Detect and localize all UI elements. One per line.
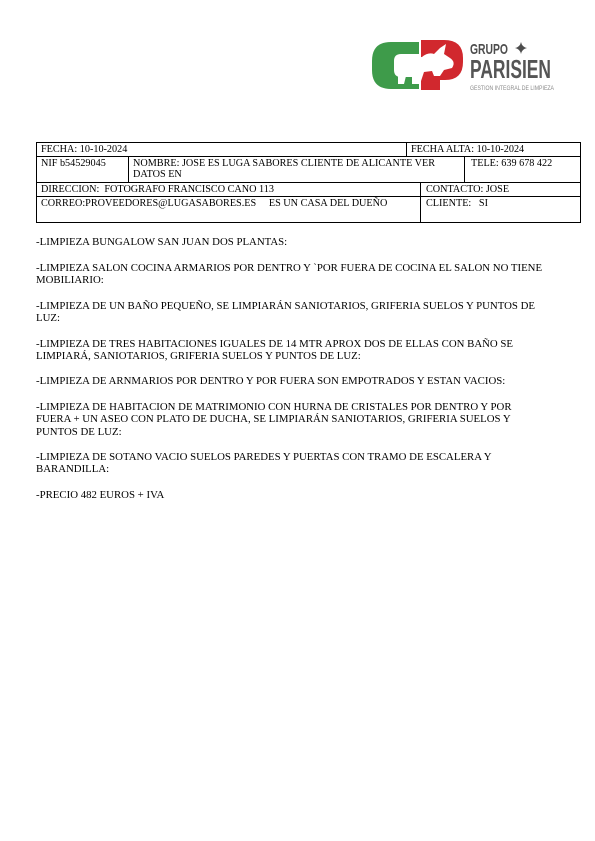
fecha-alta-cell: FECHA ALTA: 10-10-2024 [406,143,580,156]
list-item [36,401,542,438]
item-line: -LIMPIEZA DE SOTANO VACIO SUELOS PAREDES Y PUERTAS CON TRAMO DE ESCALERA Y [36,451,492,464]
contacto-cell: CONTACTO: JOSE [420,183,580,196]
fecha-cell: FECHA: 10-10-2024 [41,144,128,155]
item-line: LUZ: [36,311,60,324]
telefono-cell: TELE: 639 678 422 [464,157,580,182]
item-line: PUNTOS DE LUZ: [36,425,122,438]
client-info-table [36,142,581,223]
item-line: -LIMPIEZA SALON COCINA ARMARIOS POR DENTRO Y `POR FUERA DE COCINA EL SALON NO TIENE [36,261,543,274]
table-row [37,182,580,196]
list-item [36,375,542,387]
table-row [37,156,580,182]
list-item [36,262,542,286]
nif-cell: NIF b54529045 [41,158,106,169]
list-item [36,338,542,362]
item-line: -LIMPIEZA DE HABITACION DE MATRIMONIO CON HURNA DE CRISTALES POR DENTRO Y POR [36,401,512,414]
table-row [37,143,580,156]
company-logo [0,0,595,100]
item-line: -LIMPIEZA DE ARNMARIOS POR DENTRO Y POR FUERA SON EMPOTRADOS Y ESTAN VACIOS: [36,375,506,388]
nombre-cell: NOMBRE: JOSE ES LUGA SABORES CLIENTE DE ALICANTE VER DATOS EN [128,157,464,182]
item-line: -LIMPIEZA DE UN BAÑO PEQUEÑO, SE LIMPIARÁN SANIOTARIOS, GRIFERIA SUELOS Y PUNTOS DE [36,299,536,312]
logo-brand-name: PARISIEN [470,54,551,84]
item-line: -LIMPIEZA BUNGALOW SAN JUAN DOS PLANTAS: [36,236,288,248]
logo-group-text: GRUPO [470,41,509,58]
logo-mark [372,40,463,90]
table-row [37,196,580,222]
item-line: -PRECIO 482 EUROS + IVA [36,489,165,502]
list-item [36,236,542,248]
item-line: MOBILIARIO: [36,273,104,286]
logo-tagline: GESTION INTEGRAL DE LIMPIEZA [470,86,554,92]
service-list [36,236,542,515]
price-line [36,489,542,501]
item-line: -LIMPIEZA DE TRES HABITACIONES IGUALES DE 14 MTR APROX DOS DE ELLAS CON BAÑO SE [36,337,514,350]
item-line: FUERA + UN ASEO CON PLATO DE DUCHA, SE LIMPIARÁN SANIOTARIOS, GRIFERIA SUELOS Y [36,413,511,426]
item-line: LIMPIARÁ, SANIOTARIOS, GRIFERIA SUELOS Y PUNTOS DE LUZ: [36,349,361,362]
cliente-cell: CLIENTE: SI [420,197,580,222]
direccion-cell: DIRECCION: FOTOGRAFO FRANCISCO CANO 113 [41,184,274,195]
item-line: BARANDILLA: [36,463,110,476]
list-item [36,451,542,475]
correo-cell: CORREO:PROVEEDORES@LUGASABORES.ES ES UN CASA DEL DUEÑO [41,198,388,209]
sparkle-icon [515,42,527,54]
list-item [36,300,542,324]
